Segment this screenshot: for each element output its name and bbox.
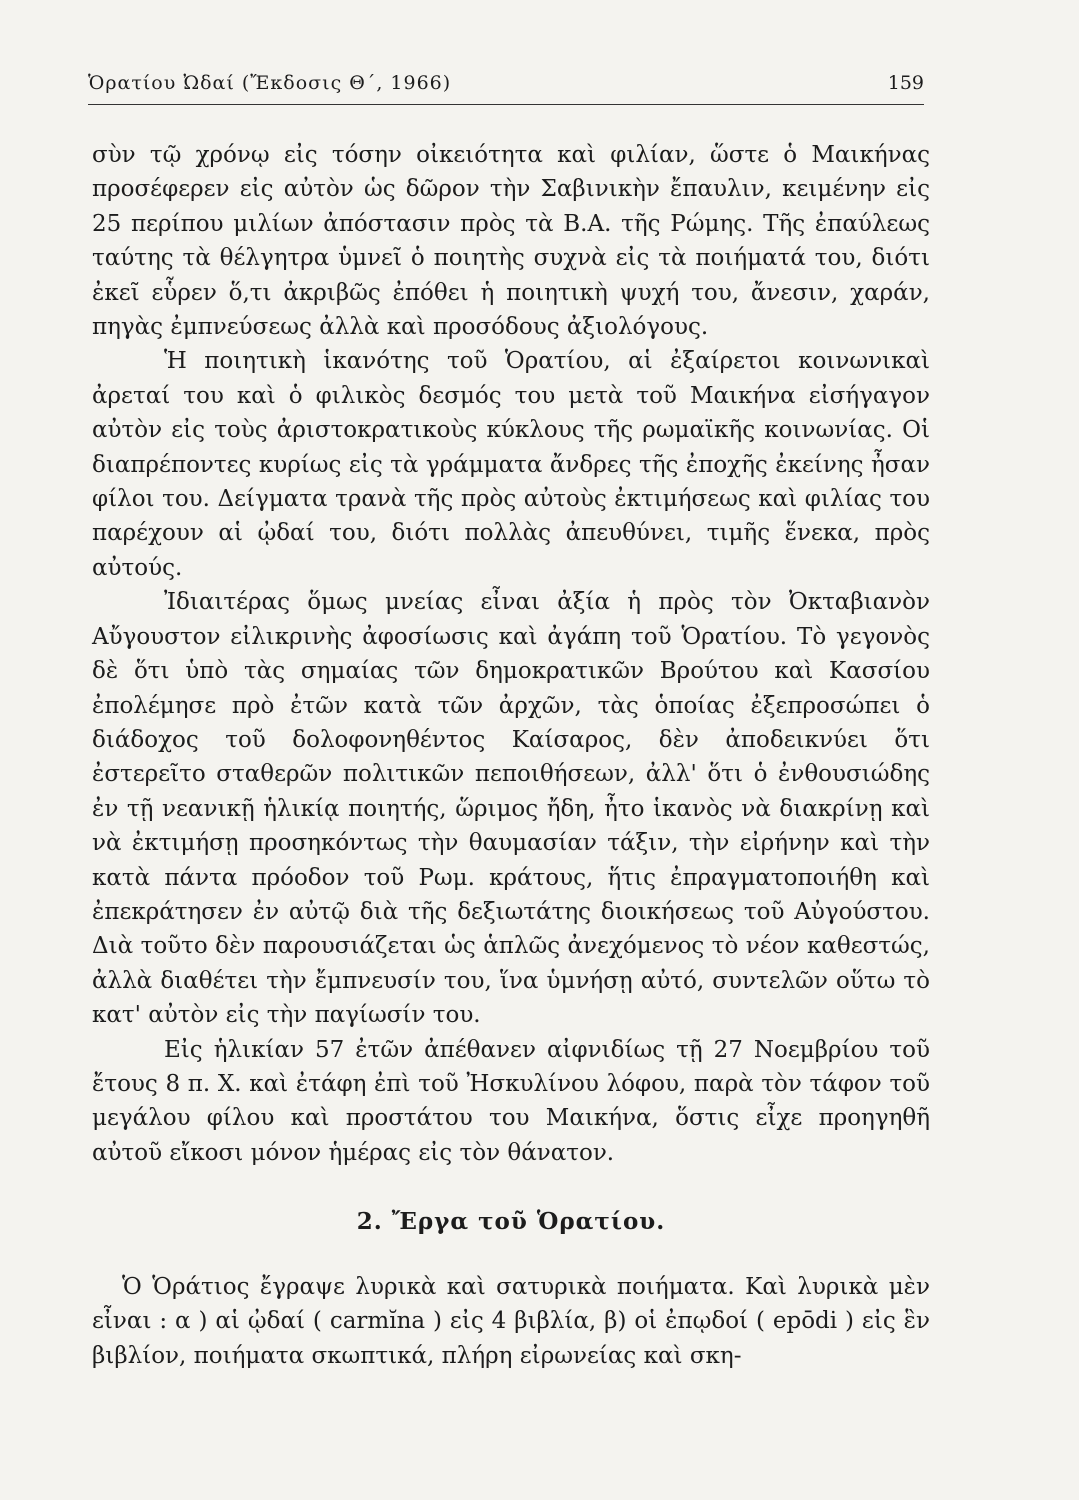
header-rule — [88, 104, 924, 105]
running-header-title: Ὁρατίου Ὠδαί (Ἔκδοσις Θ΄, 1966) — [88, 72, 452, 94]
section-heading: 2. Ἔργα τοῦ Ὁρατίου. — [356, 1208, 666, 1235]
section-paragraph: Ὁ Ὁράτιος ἔγραψε λυρικὰ καὶ σατυρικὰ ποιήματα. Καὶ λυρικὰ μὲν εἶναι : α ) αἱ ᾠδαί ( carmĭna ) εἰς 4 βιβλία, β) οἱ ἐπῳδοί ( epōdi ) εἰς ἓν βιβλίον, ποιήματα σκωπτικά, πλήρη εἰρωνείας καὶ σκη- — [92, 1274, 930, 1369]
running-header — [88, 72, 924, 102]
paragraph-4: Εἰς ἡλικίαν 57 ἐτῶν ἀπέθανεν αἰφνιδίως τῇ 27 Νοεμβρίου τοῦ ἔτους 8 π. Χ. καὶ ἐτάφη ἐπὶ τοῦ Ἠσκυλίνου λόφου, παρὰ τὸν τάφον τοῦ μεγάλου φίλου καὶ προστάτου του Μαικήνα, ὅστις εἶχε προηγηθῆ αὐτοῦ εἴκοσι μόνον ἡμέρας εἰς τὸν θάνατον. — [92, 1036, 930, 1166]
paragraph-1: σὺν τῷ χρόνῳ εἰς τόσην οἰκειότητα καὶ φιλίαν, ὥστε ὁ Μαικήνας προσέφερεν εἰς αὐτὸν ὡς δῶρον τὴν Σαβινικὴν ἔπαυλιν, κειμένην εἰς 25 περίπου μιλίων ἀπόστασιν πρὸς τὰ Β.Α. τῆς Ρώμης. Τῆς ἐπαύλεως ταύτης τὰ θέλγητρα ὑμνεῖ ὁ ποιητὴς συχνὰ εἰς τὰ ποιήματά του, διότι ἐκεῖ εὗρεν ὅ,τι ἀκριβῶς ἐπόθει ἡ ποιητικὴ ψυχή του, ἄνεσιν, χαράν, πηγὰς ἐμπνεύσεως ἀλλὰ καὶ προσόδους ἀξιολόγους. — [92, 142, 930, 341]
paragraph-2: Ἡ ποιητικὴ ἱκανότης τοῦ Ὁρατίου, αἱ ἐξαίρετοι κοινωνικαὶ ἀρεταί του καὶ ὁ φιλικὸς δεσμός του μετὰ τοῦ Μαικήνα εἰσήγαγον αὐτὸν εἰς τοὺς ἀριστοκρατικοὺς κύκλους τῆς ρωμαϊκῆς κοινωνίας. Οἱ διαπρέποντες κυρίως εἰς τὰ γράμματα ἄνδρες τῆς ἐποχῆς ἐκείνης ἦσαν φίλοι του. Δείγματα τρανὰ τῆς πρὸς αὐτοὺς ἐκτιμήσεως καὶ φιλίας του παρέχουν αἱ ᾠδαί του, διότι πολλὰς ἀπευθύνει, τιμῆς ἕνεκα, πρὸς αὐτούς. — [92, 348, 930, 581]
body-text — [92, 138, 930, 1170]
paragraph-3: Ἰδιαιτέρας ὅμως μνείας εἶναι ἀξία ἡ πρὸς τὸν Ὀκταβιανὸν Αὔγουστον εἰλικρινὴς ἀφοσίωσις καὶ ἀγάπη τοῦ Ὁρατίου. Τὸ γεγονὸς δὲ ὅτι ὑπὸ τὰς σημαίας τῶν δημοκρατικῶν Βρούτου καὶ Κασσίου ἐπολέμησε πρὸ ἐτῶν κατὰ τῶν ἀρχῶν, τὰς ὁποίας ἐξεπροσώπει ὁ διάδοχος τοῦ δολοφονηθέντος Καίσαρος, δὲν ἀποδεικνύει ὅτι ἐστερεῖτο σταθερῶν πολιτικῶν πεποιθήσεων, ἀλλ' ὅτι ὁ ἐνθουσιώδης ἐν τῇ νεανικῇ ἡλικίᾳ ποιητής, ὥριμος ἤδη, ἦτο ἱκανὸς νὰ διακρίνῃ καὶ νὰ ἐκτιμήσῃ προσηκόντως τὴν θαυμασίαν τάξιν, τὴν εἰρήνην καὶ τὴν κατὰ πάντα πρόοδον τοῦ Ρωμ. κράτους, ἥτις ἐπραγματοποιήθη καὶ ἐπεκράτησεν ἐν αὐτῷ διὰ τῆς δεξιωτάτης διοικήσεως τοῦ Αὐγούστου. Διὰ τοῦτο δὲν παρουσιάζεται ὡς ἁπλῶς ἀνεχόμενος τὸ νέον καθεστώς, ἀλλὰ διαθέτει τὴν ἔμπνευσίν του, ἵνα ὑμνήσῃ αὐτό, συντελῶν οὕτω τὸ κατ' αὐτὸν εἰς τὴν παγίωσίν του. — [92, 589, 930, 1029]
section-body — [92, 1270, 930, 1373]
page-number: 159 — [887, 72, 924, 94]
